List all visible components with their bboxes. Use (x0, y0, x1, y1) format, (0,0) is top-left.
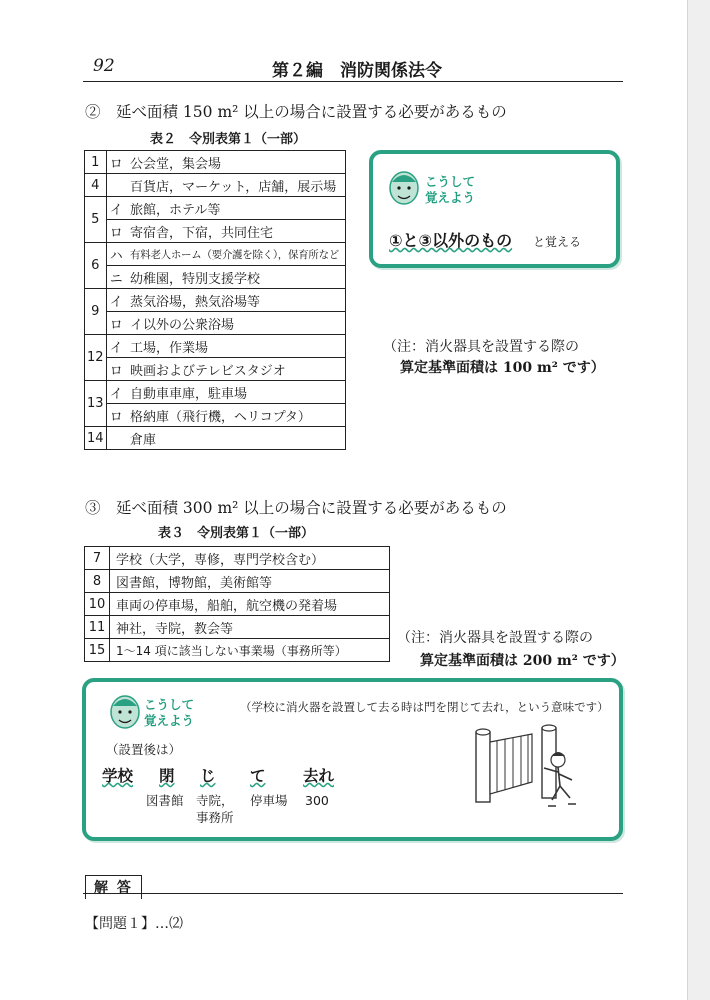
item-text: 工場，作業場 (126, 335, 345, 358)
table-row (85, 266, 346, 289)
item-number: 8 (85, 570, 110, 593)
table-row (85, 381, 346, 404)
item-text: 公会堂，集会場 (126, 151, 345, 174)
sub-mark: ロ (106, 358, 126, 381)
note-2-line2: 算定基準面積は 200 m² です） (420, 653, 625, 669)
table3-caption: 表３ 令別表第１（一部） (158, 526, 315, 541)
note-1-line2: 算定基準面積は 100 m² です） (400, 360, 605, 376)
sub-mark: ロ (106, 312, 126, 335)
item-number: 4 (85, 174, 107, 197)
item-number: 1 (85, 151, 107, 174)
mnemonic-word: 閉 (159, 767, 175, 785)
item-text: 寄宿舎，下宿，共同住宅 (126, 220, 345, 243)
memo-suffix: と覚える (533, 235, 582, 249)
memo-box-1 (369, 150, 620, 268)
sub-mark: イ (106, 335, 126, 358)
sub-mark (106, 174, 126, 197)
answer-text: 【問題１】…⑵ (85, 916, 183, 932)
table-row (85, 404, 346, 427)
item-number: 9 (85, 289, 107, 335)
item-text: 旅館，ホテル等 (126, 197, 345, 220)
sub-mark: ロ (106, 151, 126, 174)
closing-gate-illustration (472, 722, 582, 822)
page-number: 92 (93, 56, 115, 76)
sub-mark: ニ (106, 266, 126, 289)
item-number: 11 (85, 616, 110, 639)
table-row (85, 312, 346, 335)
chapter-title: 第２編 消防関係法令 (272, 61, 442, 81)
memo2-badge-line1: こうして (144, 697, 195, 712)
mnemonic-meaning: 停車場 (250, 793, 288, 808)
item-text: 図書館，博物館，美術館等 (110, 570, 390, 593)
table2 (84, 150, 346, 450)
item-text: 自動車車庫，駐車場 (126, 381, 345, 404)
mnemonic-meaning: 図書館 (146, 793, 184, 808)
item-text: 1～14 項に該当しない事業場（事務所等） (110, 639, 390, 662)
memo2-explanation: （学校に消火器を設置して去る時は門を閉じて去れ，という意味です） (240, 700, 609, 714)
item-number: 14 (85, 427, 107, 450)
item-number: 7 (85, 547, 110, 570)
table-row (85, 427, 346, 450)
item-text: 蒸気浴場，熱気浴場等 (126, 289, 345, 312)
page-edge (687, 0, 710, 1000)
mnemonic-meaning: 事務所 (196, 810, 234, 825)
table3 (84, 546, 390, 662)
sub-mark: ハ (106, 243, 126, 266)
item-text: 幼稚園，特別支援学校 (126, 266, 345, 289)
item-text: 倉庫 (126, 427, 345, 450)
table2-caption: 表２ 令別表第１（一部） (150, 132, 307, 147)
item-text: 車両の停車場，船舶，航空機の発着場 (110, 593, 390, 616)
sub-mark: イ (106, 381, 126, 404)
table-row (85, 220, 346, 243)
sub-mark (106, 427, 126, 450)
item-number: 6 (85, 243, 107, 289)
item-text: 映画およびテレビスタジオ (126, 358, 345, 381)
mnemonic-meaning: 300 (305, 793, 329, 808)
table-row (85, 197, 346, 220)
section3-heading: ③ 延べ面積 300 m² 以上の場合に設置する必要があるもの (85, 499, 507, 517)
memo-main-text: ①と③以外のもの (389, 231, 513, 250)
item-text: 学校（大学，専修，専門学校含む） (110, 547, 390, 570)
table-row (85, 570, 390, 593)
section2-heading: ② 延べ面積 150 m² 以上の場合に設置する必要があるもの (85, 103, 507, 121)
mnemonic-word: 学校 (102, 767, 134, 785)
table-row (85, 616, 390, 639)
mnemonic-word: じ (200, 767, 216, 785)
item-text: 百貨店，マーケット，店舗，展示場 (126, 174, 345, 197)
item-number: 12 (85, 335, 107, 381)
sub-mark: ロ (106, 404, 126, 427)
item-number: 5 (85, 197, 107, 243)
memo-box-2 (82, 678, 623, 841)
item-text: 神社，寺院，教会等 (110, 616, 390, 639)
table-row (85, 174, 346, 197)
item-number: 10 (85, 593, 110, 616)
note-1-line1: （注：消火器具を設置する際の (383, 339, 579, 355)
note-2-line1: （注：消火器具を設置する際の (397, 630, 593, 646)
mnemonic-word: 去れ (303, 767, 335, 785)
header-rule (83, 81, 623, 82)
item-text: 格納庫（飛行機，ヘリコプタ） (126, 404, 345, 427)
table-row (85, 358, 346, 381)
answer-rule (83, 893, 623, 894)
memo-badge-line1: こうして (425, 174, 476, 189)
item-number: 13 (85, 381, 107, 427)
table-row (85, 335, 346, 358)
answer-label: 解 答 (85, 875, 142, 899)
table-row (85, 639, 390, 662)
sub-mark: イ (106, 197, 126, 220)
character-face-icon (387, 168, 421, 208)
memo2-after: （設置後は） (106, 742, 182, 757)
sub-mark: ロ (106, 220, 126, 243)
character-face-icon (108, 692, 142, 732)
item-text: イ以外の公衆浴場 (126, 312, 345, 335)
table-row (85, 593, 390, 616)
memo-badge-line2: 覚えよう (425, 190, 476, 205)
item-number: 15 (85, 639, 110, 662)
table-row (85, 151, 346, 174)
table-row (85, 243, 346, 266)
sub-mark: イ (106, 289, 126, 312)
memo2-badge-line2: 覚えよう (144, 713, 195, 728)
mnemonic-meaning: 寺院， (196, 793, 234, 808)
mnemonic-word: て (250, 767, 266, 785)
table-row (85, 547, 390, 570)
item-text: 有料老人ホーム（要介護を除く），保育所など (126, 243, 345, 266)
table-row (85, 289, 346, 312)
